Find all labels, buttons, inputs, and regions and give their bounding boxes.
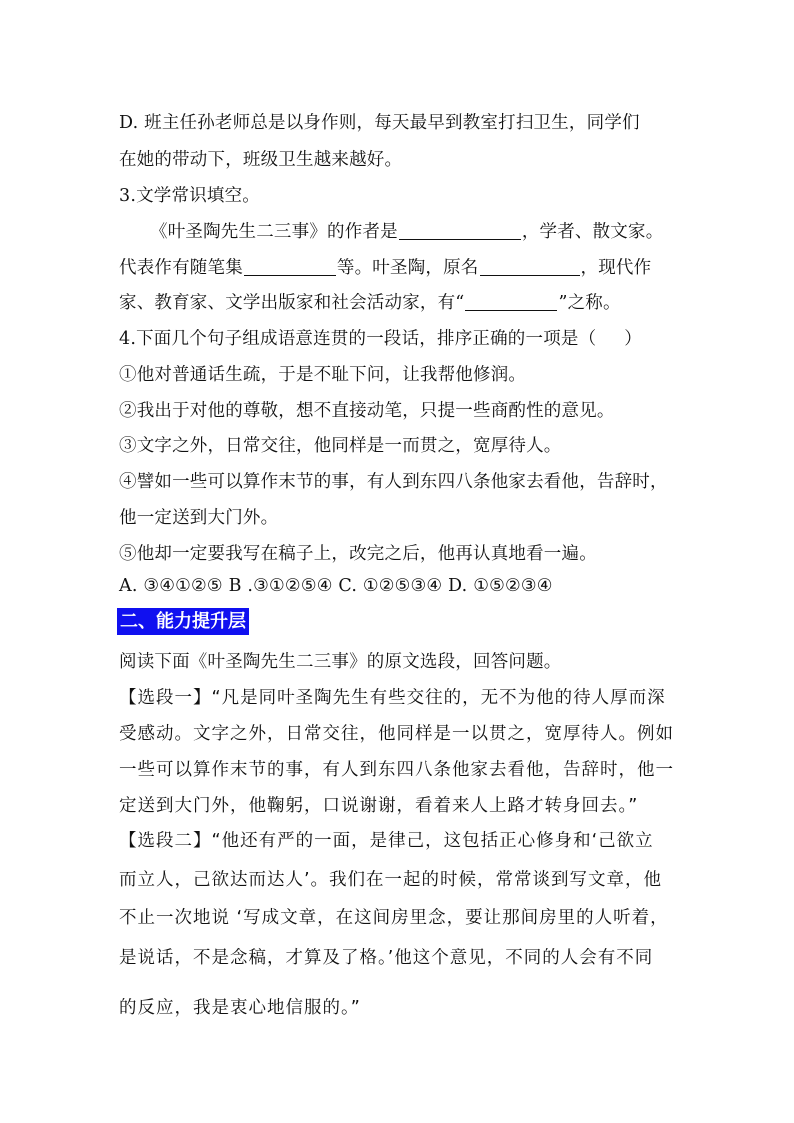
q3-text: 代表作有随笔集: [119, 258, 243, 278]
q2-option-d-line2: 在她的带动下，班级卫生越来越好。: [119, 150, 403, 170]
excerpt1-line1: 【选段一】“凡是同叶圣陶先生有些交往的，无不为他的待人厚而深: [119, 688, 666, 708]
q4-title-close: ）: [624, 329, 642, 349]
q4-options: A. ③④①②⑤ B .③①②⑤④ C. ①②⑤③④ D. ①⑤②③④: [119, 576, 553, 596]
section-heading: 二、能力提升层: [117, 608, 249, 635]
q4-sentence-1: ①他对普通话生疏，于是不耻下问，让我帮他修润。: [119, 365, 527, 385]
excerpt2-line1: 【选段二】“他还有严的一面，是律己，这包括正心修身和‘己欲立: [119, 831, 654, 851]
fill-blank-original-name[interactable]: [480, 258, 580, 277]
q4-sentence-2: ②我出于对他的尊敬，想不直接动笔，只提一些商酌性的意见。: [119, 401, 615, 421]
excerpt1-line2: 受感动。文字之外，日常交往，他同样是一以贯之，宽厚待人。例如: [119, 724, 674, 744]
q3-line1: [150, 218, 663, 243]
q4-sentence-4-line1: ④譬如一些可以算作末节的事，有人到东四八条他家去看他，告辞时，: [119, 472, 668, 492]
excerpt2-line3: 不止一次地说 ‘写成文章，在这间房里念，要让那间房里的人听着，: [119, 908, 669, 928]
q4-title-text: 4.下面几个句子组成语意连贯的一段话，排序正确的一项是（: [119, 329, 597, 349]
fill-blank-title[interactable]: [465, 293, 557, 312]
excerpt2-line5: 的反应，我是衷心地信服的。”: [119, 998, 361, 1018]
reading-intro: 阅读下面《叶圣陶先生二三事》的原文选段，回答问题。: [119, 652, 562, 672]
q3-line3: [119, 289, 621, 314]
fill-blank-author[interactable]: [399, 222, 521, 241]
q3-line2: [119, 254, 651, 279]
excerpt1-line3: 一些可以算作末节的事，有人到东四八条他家去看他，告辞时，他一: [119, 760, 674, 780]
fill-blank-collection[interactable]: [244, 258, 336, 277]
q3-text: ，学者、散文家。: [521, 222, 664, 242]
q3-text: ”之称。: [558, 293, 621, 313]
q4-title: [119, 325, 642, 350]
excerpt2-line2: 而立人，己欲达而达人’。我们在一起的时候，常常谈到写文章，他: [119, 870, 663, 890]
q3-text: 《叶圣陶先生二三事》的作者是: [150, 222, 398, 242]
excerpt1-line4: 定送到大门外，他鞠躬，口说谢谢，看着来人上路才转身回去。”: [119, 796, 639, 816]
q2-option-d-line1: D. 班主任孙老师总是以身作则，每天最早到教室打扫卫生，同学们: [119, 113, 640, 133]
q3-text: 等。叶圣陶，原名: [336, 258, 479, 278]
q4-sentence-3: ③文字之外，日常交往，他同样是一而贯之，宽厚待人。: [119, 436, 562, 456]
q3-text: 家、教育家、文学出版家和社会活动家，有“: [119, 293, 465, 313]
q3-title: 3.文学常识填空。: [119, 186, 260, 206]
q4-sentence-5: ⑤他却一定要我写在稿子上，改完之后，他再认真地看一遍。: [119, 544, 597, 564]
q4-sentence-4-line2: 他一定送到大门外。: [119, 508, 279, 528]
q3-text: ，现代作: [580, 258, 652, 278]
excerpt2-line4: 是说话，不是念稿，才算及了格。’他这个意见，不同的人会有不同: [119, 948, 654, 968]
